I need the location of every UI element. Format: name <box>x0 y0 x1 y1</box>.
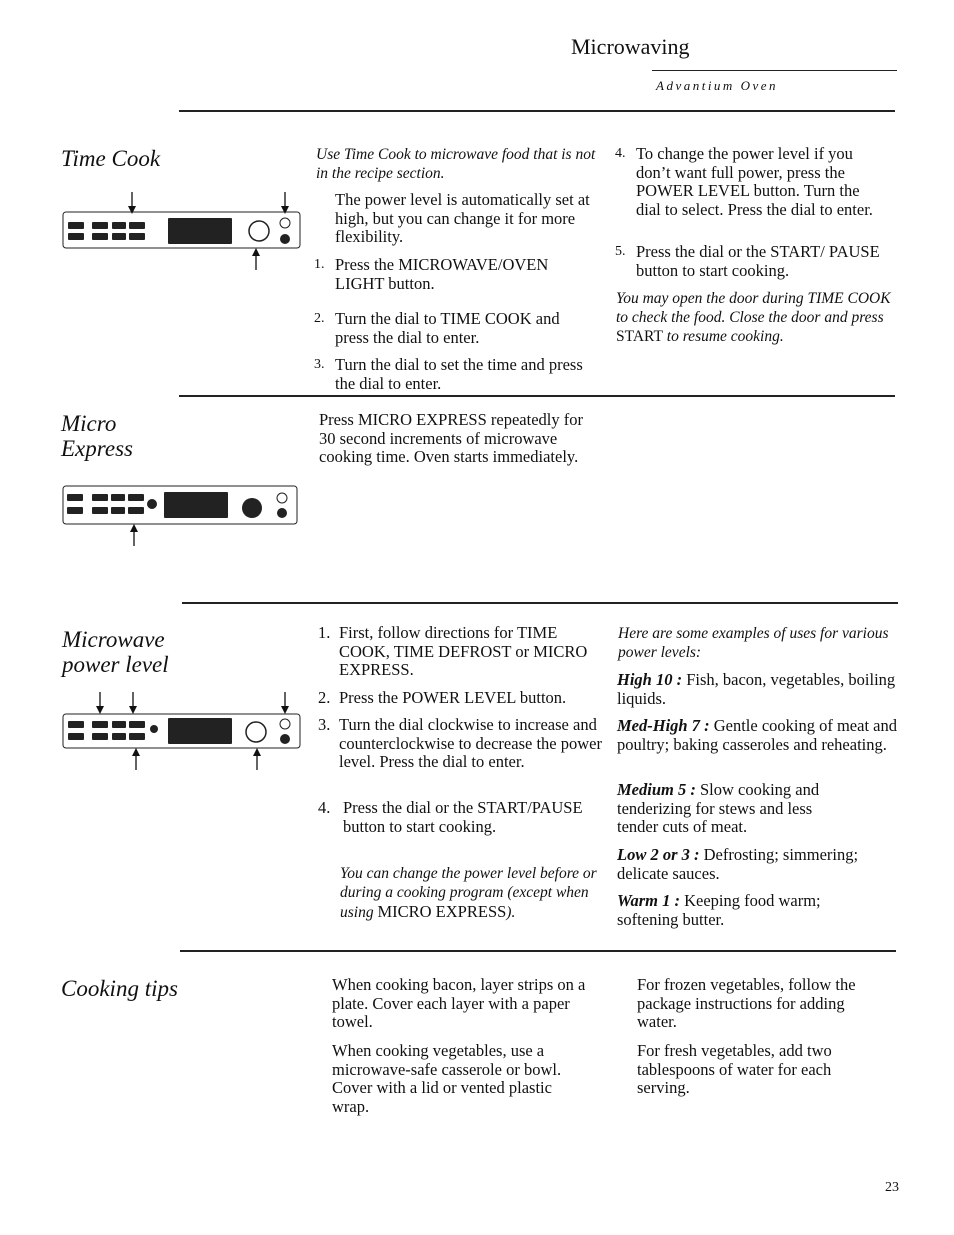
power-level-example: Warm 1 : Keeping food warm; softening butter. <box>617 891 821 929</box>
power-level-title: Microwave power level <box>62 627 169 677</box>
power-level-example: Medium 5 : Slow cooking and tenderizing for stews and less tender cuts of meat. <box>617 780 820 836</box>
list-item: 1. First, follow directions for TIME COOK, TIME DEFROST or MICRO EXPRESS. <box>318 623 588 679</box>
page-header-title: Microwaving <box>571 34 690 59</box>
micro-express-title: Micro Express <box>61 411 133 461</box>
list-item: 4. Press the dial or the START/PAUSE button to start cooking. <box>318 798 583 836</box>
section-divider <box>179 110 895 112</box>
micro-express-text: Press MICRO EXPRESS repeatedly for 30 second increments of microwave cooking time. Oven starts immediately. <box>319 410 583 466</box>
section-divider <box>180 950 896 952</box>
power-level-example: High 10 : Fish, bacon, vegetables, boiling liquids. <box>617 670 896 708</box>
power-level-example: Low 2 or 3 : Defrosting; simmering; delicate sauces. <box>617 845 859 883</box>
time-cook-note: The power level is automatically set at high, but you can change it for more flexibility. <box>335 190 590 246</box>
header-rule <box>652 70 897 71</box>
list-item: 2. Press the POWER LEVEL button. <box>318 688 567 707</box>
section-divider <box>182 602 898 604</box>
cooking-tip: For frozen vegetables, follow the package instructions for adding water. <box>637 975 856 1031</box>
time-cook-intro: Use Time Cook to microwave food that is not in the recipe section. <box>316 146 596 182</box>
power-level-note: You can change the power level before or during a cooking program (except when using MICRO EXPRESS). <box>340 865 597 921</box>
cooking-tip: When cooking bacon, layer strips on a plate. Cover each layer with a paper towel. <box>332 975 586 1031</box>
page-number: 23 <box>885 1180 899 1195</box>
list-item: 4. To change the power level if you don’t want full power, press the POWER LEVEL button. Turn the dial to select. Press the dial to enter. <box>615 144 873 219</box>
cooking-tips-title: Cooking tips <box>61 976 178 1001</box>
power-level-example: Med-High 7 : Gentle cooking of meat and poultry; baking casseroles and reheating. <box>617 716 897 754</box>
control-panel-diagram-time-cook <box>62 190 302 272</box>
list-item: 3. Turn the dial clockwise to increase and counterclockwise to decrease the power level. Press the dial to enter. <box>318 715 602 771</box>
control-panel-diagram-power-level <box>62 690 302 772</box>
section-divider <box>179 395 895 397</box>
list-item: 1. Press the MICROWAVE/OVEN LIGHT button. <box>314 255 549 293</box>
cooking-tip: When cooking vegetables, use a microwave-safe casserole or bowl. Cover with a lid or vented plastic wrap. <box>332 1041 562 1116</box>
power-level-examples-intro: Here are some examples of uses for various power levels: <box>618 625 889 661</box>
cooking-tip: For fresh vegetables, add two tablespoons of water for each serving. <box>637 1041 832 1097</box>
page-header-subtitle: Advantium Oven <box>656 78 779 93</box>
control-panel-diagram-micro-express <box>62 484 302 548</box>
list-item: 2. Turn the dial to TIME COOK and press the dial to enter. <box>314 309 560 347</box>
time-cook-door-note: You may open the door during TIME COOK to check the food. Close the door and press START to resume cooking. <box>616 290 891 345</box>
time-cook-title: Time Cook <box>61 146 161 171</box>
list-item: 3. Turn the dial to set the time and press the dial to enter. <box>314 355 583 393</box>
list-item: 5. Press the dial or the START/ PAUSE button to start cooking. <box>615 242 880 280</box>
